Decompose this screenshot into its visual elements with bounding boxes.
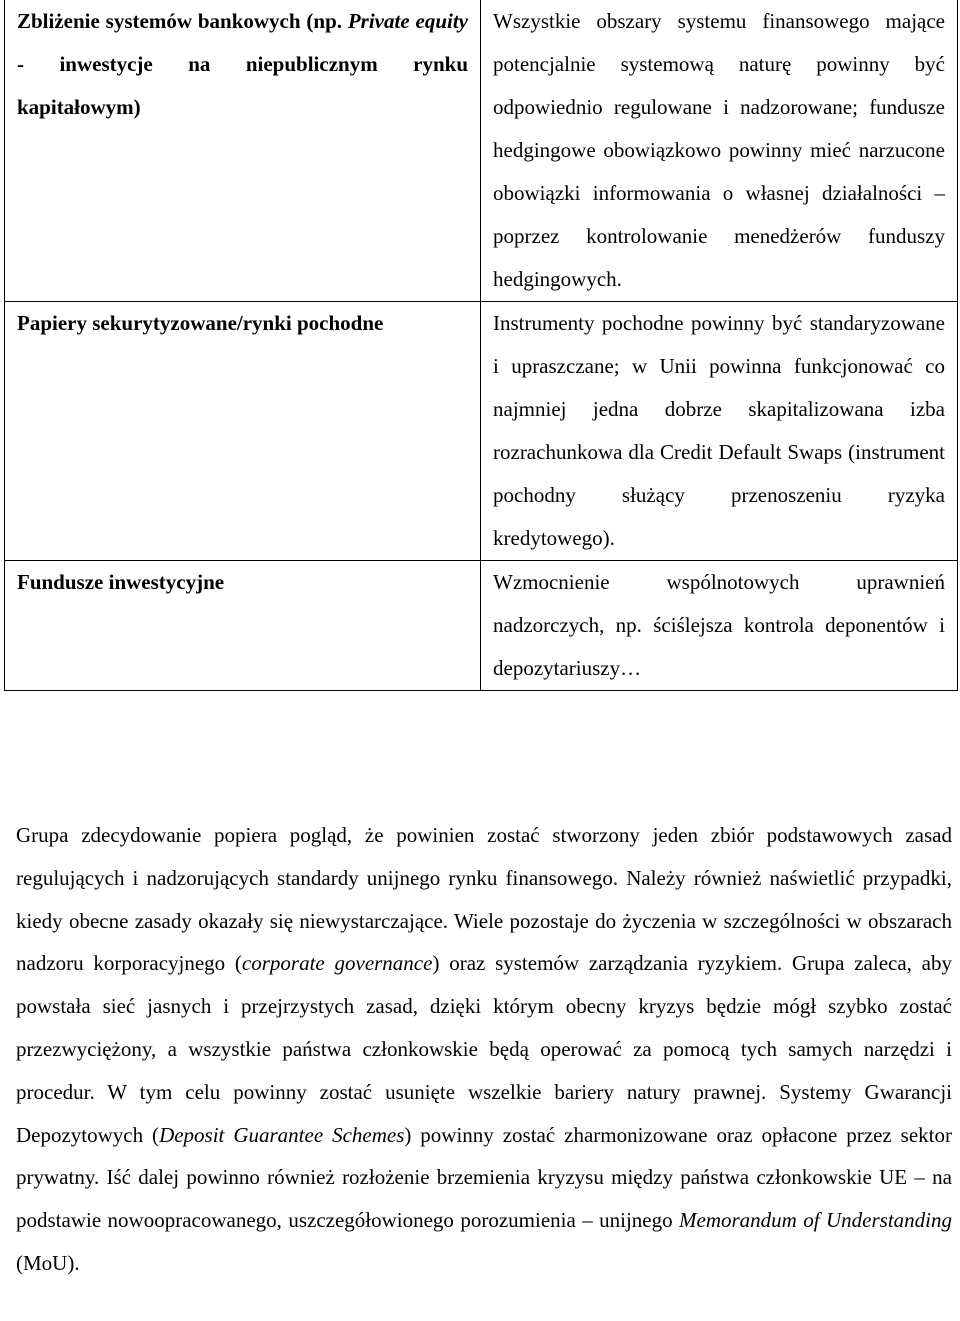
paragraph-italic-1: corporate governance — [241, 951, 433, 976]
paragraph-italic-3: Memorandum of Understanding — [679, 1208, 952, 1233]
row-3-measure: Wzmocnienie wspólnotowych uprawnień nadzorczych, np. ściślejsza kontrola deponentów i depozytariuszy… — [481, 561, 958, 691]
row-3-area: Fundusze inwestycyjne — [5, 561, 481, 691]
paragraph-text-2: ) oraz systemów zarządzania ryzykiem. Grupa zaleca, aby powstała sieć jasnych i przejrzystych zasad, dzięki którym obecny kryzys będzie mógł szybko zostać przezwyciężony, a wszystkie państwa członkowskie będą operować za pomocą tych samych narzędzi i procedur. W tym celu powinny zostać usunięte wszelkie bariery natury prawnej. Systemy Gwarancji Depozytowych ( — [16, 951, 952, 1147]
paragraph-italic-2: Deposit Guarantee Schemes — [159, 1122, 405, 1147]
row-1-area-post: - inwestycje na niepublicznym rynku kapitałowym) — [17, 52, 468, 119]
paragraph-text-1: Grupa zdecydowanie popiera pogląd, że powinien zostać stworzony jeden zbiór podstawowych zasad regulujących i nadzorujących standardy unijnego rynku finansowego. Należy również naświetlić przypadki, kiedy obecne zasady okazały się niewystarczające. Wiele pozostaje do życzenia w szczególności w obszarach nadzoru korporacyjnego ( — [16, 823, 952, 976]
regulation-table — [4, 0, 958, 691]
row-1-measure: Wszystkie obszary systemu finansowego mające potencjalnie systemową naturę powinny być odpowiednio regulowane i nadzorowane; fundusze hedgingowe obowiązkowo powinny mieć narzucone obowiązki informowania o własnej działalności – poprzez kontrolowanie menedżerów funduszy hedgingowych. — [481, 0, 958, 302]
row-2-area: Papiery sekurytyzowane/rynki pochodne — [5, 302, 481, 561]
row-1-area-italic: Private equity — [347, 9, 468, 33]
table-row — [5, 0, 958, 302]
paragraph-text-4: (MoU). — [16, 1250, 80, 1275]
row-1-area-pre: Zbliżenie systemów bankowych (np. — [17, 9, 348, 33]
body-paragraph — [16, 814, 952, 1285]
row-2-measure: Instrumenty pochodne powinny być standaryzowane i upraszczane; w Unii powinna funkcjonować co najmniej jedna dobrze skapitalizowana izba rozrachunkowa dla Credit Default Swaps (instrument pochodny służący przenoszeniu ryzyka kredytowego). — [481, 302, 958, 561]
paragraph-text-3: ) powinny zostać zharmonizowane oraz opłacone przez sektor prywatny. Iść dalej powinno również rozłożenie brzemienia kryzysu między państwa członkowskie UE – na podstawie nowoopracowanego, uszczegółowionego porozumienia – unijnego — [16, 1122, 952, 1233]
row-1-area — [5, 0, 481, 302]
table-row — [5, 561, 958, 691]
table-row — [5, 302, 958, 561]
